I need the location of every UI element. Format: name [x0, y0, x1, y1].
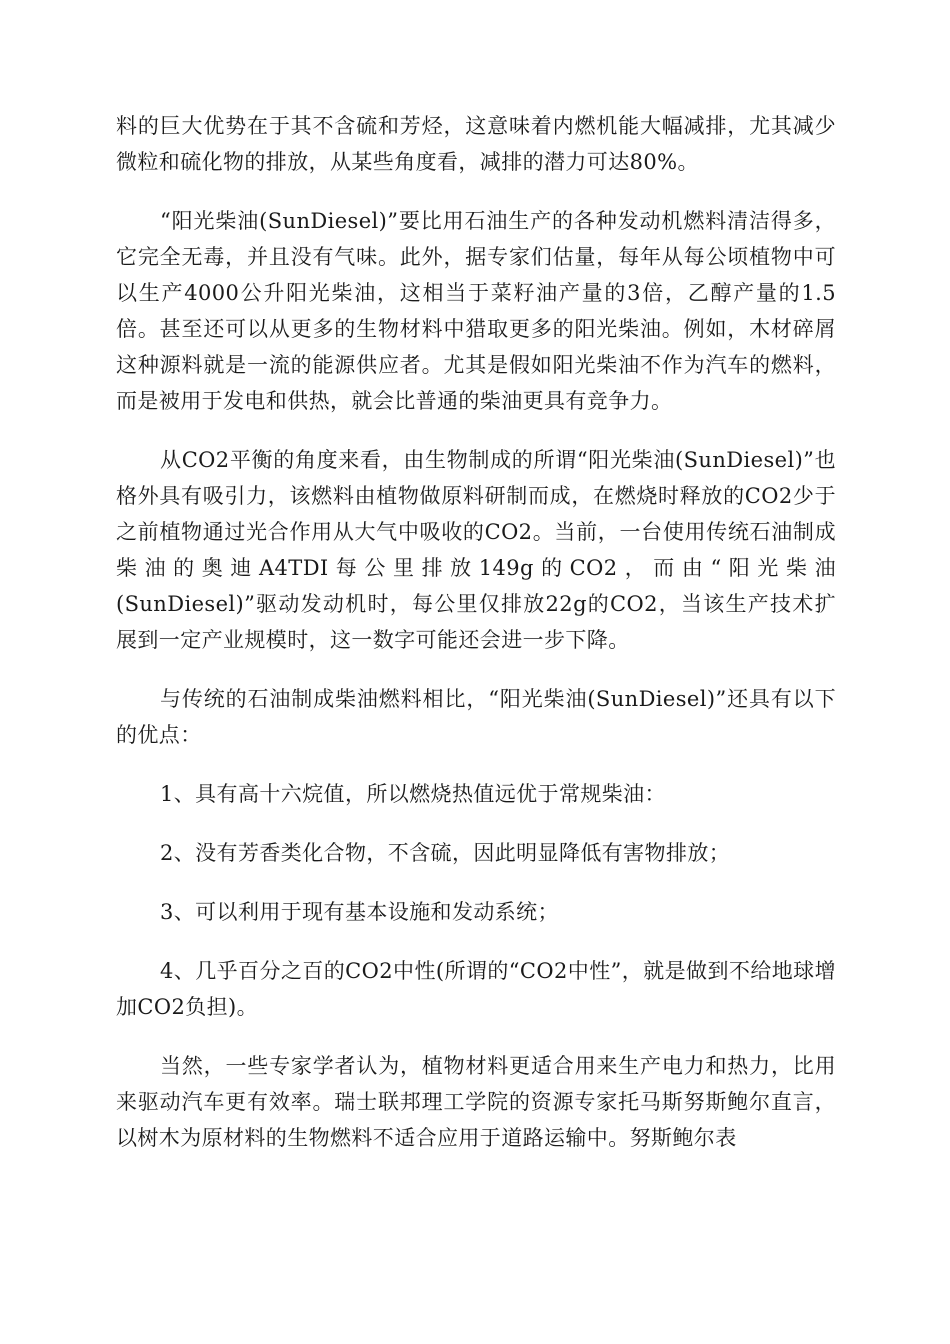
list-item: 3、可以利用于现有基本设施和发动系统；	[160, 900, 559, 924]
paragraph-continued: 料的巨大优势在于其不含硫和芳烃，这意味着内燃机能大幅减排，尤其减少微粒和硫化物的排放，从某些角度看，减排的潜力可达80%。	[116, 114, 836, 174]
paragraph-advantages-intro: 与传统的石油制成柴油燃料相比，“阳光柴油(SunDiesel)”还具有以下的优点：	[116, 687, 836, 747]
list-item: 2、没有芳香类化合物，不含硫，因此明显降低有害物排放；	[160, 841, 731, 865]
paragraph-sundiesel-clean: “阳光柴油(SunDiesel)”要比用石油生产的各种发动机燃料清洁得多，它完全无毒，并且没有气味。此外，据专家们估量，每年从每公顷植物中可以生产4000公升阳光柴油，这相当于菜籽油产量的3倍，乙醇产量的1.5倍。甚至还可以从更多的生物材料中猎取更多的阳光柴油。例如，木材碎屑这种源料就是一流的能源供应者。尤其是假如阳光柴油不作为汽车的燃料，而是被用于发电和供热，就会比普通的柴油更具有竞争力。	[116, 209, 836, 413]
list-item: 4、几乎百分之百的CO2中性(所谓的“CO2中性”，就是做到不给地球增加CO2负担)。	[116, 959, 836, 1019]
document-body	[116, 108, 836, 1179]
paragraph-expert-opinion: 当然，一些专家学者认为，植物材料更适合用来生产电力和热力，比用来驱动汽车更有效率。瑞士联邦理工学院的资源专家托马斯努斯鲍尔直言，以树木为原材料的生物燃料不适合应用于道路运输中。努斯鲍尔表	[116, 1054, 836, 1150]
list-item: 1、具有高十六烷值，所以燃烧热值远优于常规柴油：	[160, 782, 666, 806]
paragraph-co2-balance: 从CO2平衡的角度来看，由生物制成的所谓“阳光柴油(SunDiesel)”也格外具有吸引力，该燃料由植物做原料研制而成，在燃烧时释放的CO2少于之前植物通过光合作用从大气中吸收的CO2。当前，一台使用传统石油制成柴油的奥迪A4TDI每公里排放149g的CO2，而由“阳光柴油(SunDiesel)”驱动发动机时，每公里仅排放22g的CO2，当该生产技术扩展到一定产业规模时，这一数字可能还会进一步下降。	[116, 448, 836, 652]
